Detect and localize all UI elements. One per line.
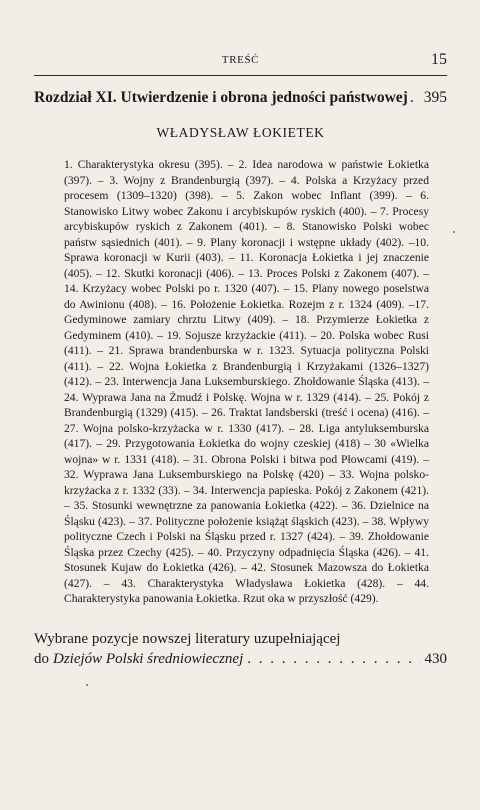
running-title: TREŚĆ: [221, 54, 260, 66]
literature-page-number: 430: [424, 651, 447, 667]
contents-list: [64, 157, 429, 607]
literature-leader-dots: [247, 649, 420, 669]
paper-speck: [453, 231, 455, 233]
literature-title-line: Wybrane pozycje nowszej literatury uzupełniającej: [34, 631, 341, 647]
paper-speck: [86, 684, 88, 686]
literature-prefix: do: [34, 651, 49, 667]
chapter-entry: [34, 89, 447, 107]
chapter-page-number: 395: [423, 89, 447, 106]
chapter-title: Rozdział XI. Utwierdzenie i obrona jedności państwowej: [34, 89, 408, 106]
section-heading: WŁADYSŁAW ŁOKIETEK: [156, 125, 325, 140]
header-rule: [34, 75, 447, 76]
page-number: 15: [431, 51, 447, 68]
running-head: [34, 51, 447, 73]
literature-book-title: Dziejów Polski średniowiecznej: [53, 651, 244, 667]
literature-entry: [34, 629, 447, 669]
contents-paragraph: 1. Charakterystyka okresu (395). – 2. Idea narodowa w państwie Łokietka (397). – 3. Wojny z Brandenburgią (397). – 4. Polska a Krzyżacy przed procesem (1309–1320) (398). – 5. Zakon wobec Inflant (399). – 6. Stanowisko Litwy wobec Zakonu i arcybiskupów ryskich (400). – 7. Procesy arcybiskupów ryskich z Zakonem (401). – 8. Stanowisko Polski wobec państw sąsiednich (401). – 9. Plany koronacji i wstępne układy (402). –10. Sprawa koronacji w Kurii (403). – 11. Koronacja Łokietka i jej znaczenie (405). – 12. Skutki koronacji (406). – 13. Proces Polski z Zakonem (407). –14. Krzyżacy wobec Polski po r. 1320 (407). – 15. Plany nowego poselstwa do Awinionu (408). – 16. Położenie Łokietka. Rozejm z r. 1324 (409). –17. Gedyminowe zamiary chrztu Litwy (409). – 18. Przymierze Łokietka z Gedyminem (410). – 19. Sojusze krzyżackie (411). – 20. Polska wobec Rusi (411). – 21. Sprawa brandenburska w r. 1323. Sytuacja polityczna Polski (411). – 22. Wojna Łokietka z Brandenburgią i Krzyżakami (1326–1327) (412). – 23. Interwencja Jana Luksemburskiego. Zhołdowanie Śląska (413). – 24. Wyprawa Jana na Żmudź i Polskę. Wojna w r. 1329 (414). – 25. Pokój z Brandenburgią (1329) (415). – 26. Traktat landsberski (treść i ocena) (416). – 27. Wojna polsko-krzyżacka w r. 1330 (417). – 28. Liga antyluksemburska (417). – 29. Przygotowania Łokietka do wojny czeskiej (418) – 30 «Wielka wojna» w r. 1331 (418). – 31. Obrona Polski i bitwa pod Płowcami (419). – 32. Wyprawa Jana Luksemburskiego na Polskę (420) – 33. Wojna polsko-krzyżacka z r. 1332 (33). – 34. Interwencja papieska. Pokój z Zakonem (421). – 35. Stosunki wewnętrzne za panowania Łokietka (422). – 36. Dzielnice na Śląsku (423). – 37. Polityczne położenie książąt śląskich (423). – 38. Wpływy polityczne Czech i Polski na Śląsku przed r. 1327 (424). – 39. Zhołdowanie Śląska przez Czechy (425). – 40. Przyczyny odpadnięcia Śląska (426). – 41. Stosunek Kujaw do Łokietka (426). – 42. Stosunek Mazowsza do Łokietka (427). – 43. Charakterystyka Władysława Łokietka (428). – 44. Charakterystyka panowania Łokietka. Rzut oka w przyszłość (429).: [64, 158, 429, 605]
literature-second-line: [34, 649, 447, 669]
chapter-leader-dots: [410, 89, 422, 107]
